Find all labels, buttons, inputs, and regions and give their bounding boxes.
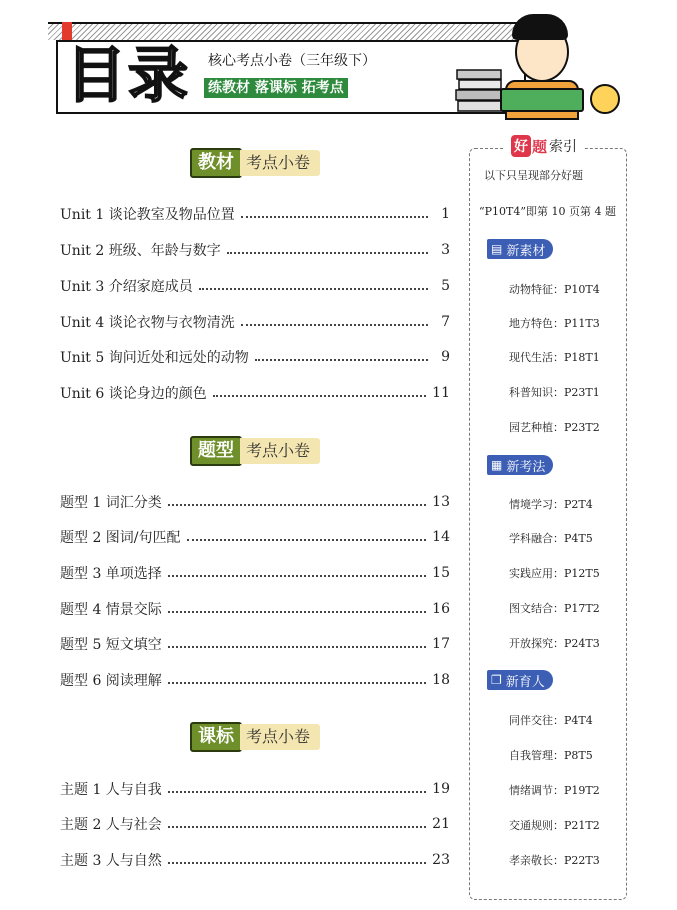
toc-row[interactable] (60, 203, 450, 225)
leader-dots (168, 611, 426, 613)
section-label: 考点小卷 (240, 438, 320, 464)
section-heading-question-type (190, 436, 320, 466)
leader-dots (213, 395, 426, 397)
toc-label: 题型 1 词汇分类 (60, 495, 162, 511)
index-item[interactable]: 情绪调节：P19T2 (509, 784, 600, 797)
toc-label: Unit 5 询问近处和远处的动物 (60, 350, 249, 366)
index-item[interactable]: 同伴交往：P4T4 (509, 714, 593, 727)
leader-dots (255, 359, 428, 361)
leader-dots (199, 288, 428, 290)
page-subtitle: 核心考点小卷（三年级下） (208, 53, 376, 69)
index-item[interactable]: 地方特色：P11T3 (509, 317, 600, 330)
toc-row[interactable] (60, 311, 450, 333)
toc-page: 5 (441, 278, 450, 294)
section-label: 考点小卷 (240, 150, 320, 176)
section-pill: 题型 (190, 436, 242, 466)
section-heading-textbook (190, 148, 320, 178)
leader-dots (241, 324, 428, 326)
toc-row[interactable] (60, 239, 450, 261)
toc-label: 题型 4 情景交际 (60, 602, 162, 618)
pencil-icon (62, 22, 72, 42)
open-book-icon (500, 88, 584, 112)
index-item[interactable]: 孝亲敬长：P22T3 (509, 854, 600, 867)
leader-dots (168, 646, 426, 648)
toc-page: 17 (432, 636, 450, 652)
alarm-clock-icon (590, 84, 620, 114)
toc-label: Unit 1 谈论教室及物品位置 (60, 207, 235, 223)
toc-label: 题型 5 短文填空 (60, 637, 162, 653)
toc-label: 题型 6 阅读理解 (60, 673, 162, 689)
toc-label: Unit 6 谈论身边的颜色 (60, 386, 207, 402)
index-item[interactable]: 情境学习：P2T4 (509, 498, 593, 511)
index-item[interactable]: 动物特征：P10T4 (509, 283, 600, 296)
index-heading (505, 134, 583, 158)
page-tagline: 练教材 落课标 拓考点 (204, 78, 348, 98)
leader-dots (187, 539, 427, 541)
toc-page: 9 (441, 349, 450, 365)
toc-label: Unit 3 介绍家庭成员 (60, 279, 193, 295)
index-note: 以下只呈现部分好题 (484, 169, 583, 182)
index-item[interactable]: 自我管理：P8T5 (509, 749, 593, 762)
index-item[interactable]: 开放探究：P24T3 (509, 637, 600, 650)
toc-label: 题型 3 单项选择 (60, 566, 162, 582)
toc-label: Unit 2 班级、年龄与数字 (60, 243, 221, 259)
leader-dots (168, 682, 426, 684)
toc-row[interactable] (60, 633, 450, 655)
toc-row[interactable] (60, 778, 450, 800)
toc-page: 11 (432, 385, 450, 401)
leader-dots (241, 216, 428, 218)
toc-row[interactable] (60, 849, 450, 871)
leader-dots (168, 791, 426, 793)
toc-row[interactable] (60, 598, 450, 620)
category-label: 新育人 (505, 674, 545, 690)
index-item[interactable]: 学科融合：P4T5 (509, 532, 593, 545)
category-new-education (487, 670, 553, 690)
index-heading-hao: 好 (511, 135, 531, 157)
toc-row[interactable] (60, 669, 450, 691)
page-title: 目录 (66, 41, 190, 111)
leader-dots (168, 826, 426, 828)
index-item[interactable]: 实践应用：P12T5 (509, 567, 600, 580)
header-decor-bar (48, 22, 553, 40)
toc-row[interactable] (60, 813, 450, 835)
toc-page: 14 (432, 529, 450, 545)
leader-dots (168, 504, 426, 506)
category-label: 新素材 (506, 243, 546, 259)
toc-page: 18 (432, 672, 450, 688)
toc-row[interactable] (60, 562, 450, 584)
toc-page: 23 (432, 852, 450, 868)
toc-row[interactable] (60, 382, 450, 404)
section-pill: 教材 (190, 148, 242, 178)
toc-page: 19 (432, 781, 450, 797)
toc-label: Unit 4 谈论衣物与衣物清洗 (60, 315, 235, 331)
book-icon: ❐ (491, 673, 502, 687)
category-label: 新考法 (506, 459, 546, 475)
doc-icon: ▦ (491, 458, 503, 472)
category-new-method (487, 455, 553, 475)
index-item[interactable]: 图文结合：P17T2 (509, 602, 600, 615)
toc-page: 16 (432, 601, 450, 617)
leader-dots (168, 862, 426, 864)
index-heading-rest: 索引 (549, 139, 578, 155)
toc-row[interactable] (60, 526, 450, 548)
leader-dots (168, 575, 426, 577)
toc-page: 7 (441, 314, 450, 330)
list-icon: ▤ (491, 242, 503, 256)
section-label: 考点小卷 (240, 724, 320, 750)
books-illustration (455, 66, 505, 114)
toc-page: 15 (432, 565, 450, 581)
index-note-format: “P10T4”即第 10 页第 4 题 (479, 205, 616, 218)
index-item[interactable]: 交通规则：P21T2 (509, 819, 600, 832)
toc-page: 1 (441, 206, 450, 222)
toc-row[interactable] (60, 491, 450, 513)
index-item[interactable]: 现代生活：P18T1 (509, 351, 600, 364)
toc-label: 主题 2 人与社会 (60, 817, 162, 833)
section-heading-curriculum (190, 722, 320, 752)
boy-hair (512, 14, 568, 40)
index-item[interactable]: 园艺种植：P23T2 (509, 421, 600, 434)
toc-row[interactable] (60, 346, 450, 368)
toc-page: 21 (432, 816, 450, 832)
category-new-material (487, 239, 553, 259)
toc-label: 主题 1 人与自我 (60, 782, 162, 798)
toc-page: 13 (432, 494, 450, 510)
leader-dots (227, 252, 428, 254)
toc-label: 题型 2 图词/句匹配 (60, 530, 181, 546)
section-pill: 课标 (190, 722, 242, 752)
index-item[interactable]: 科普知识：P23T1 (509, 386, 600, 399)
index-heading-ti: 题 (532, 137, 548, 156)
toc-page: 3 (441, 242, 450, 258)
toc-label: 主题 3 人与自然 (60, 853, 162, 869)
toc-row[interactable] (60, 275, 450, 297)
